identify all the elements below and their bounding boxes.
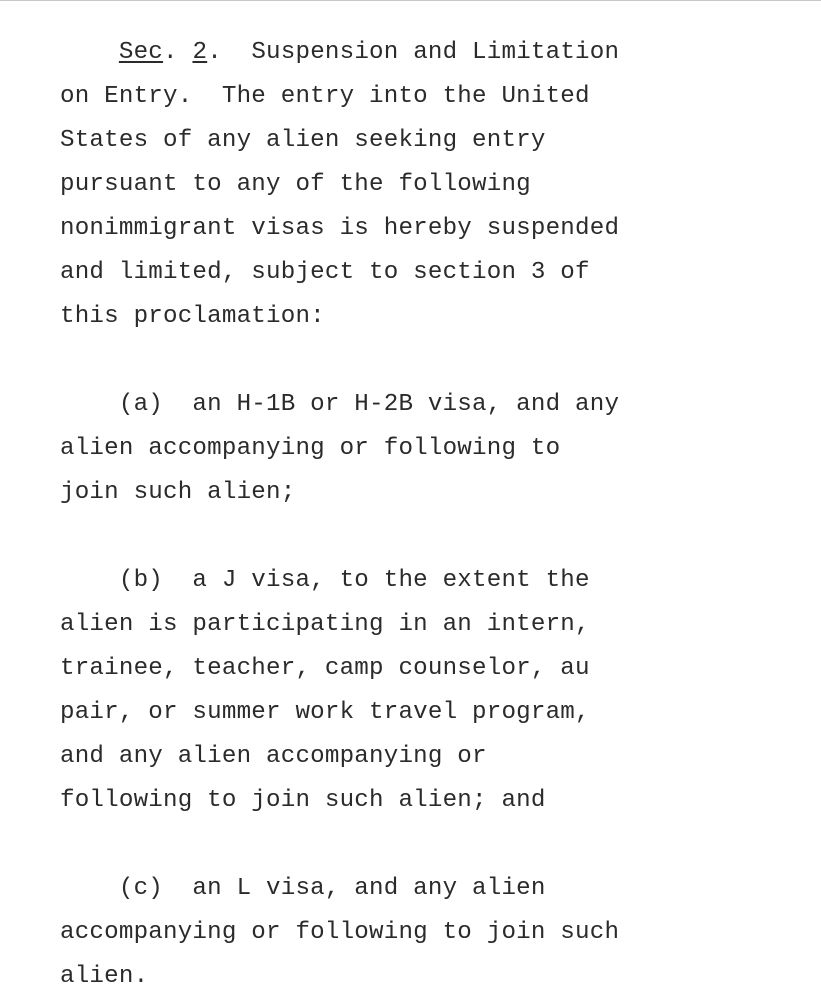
section-line: States of any alien seeking entry	[60, 127, 546, 154]
list-item-line: (a) an H-1B or H-2B visa, and any	[60, 391, 620, 418]
paragraph-gap	[60, 515, 800, 559]
list-item-line: (b) a J visa, to the extent the	[60, 567, 590, 594]
section-line: this proclamation:	[60, 303, 325, 330]
list-item-a	[60, 383, 800, 515]
section-heading-text: . Suspension and Limitation	[207, 39, 620, 66]
section-line: nonimmigrant visas is hereby suspended	[60, 215, 620, 242]
list-item-line: (c) an L visa, and any alien	[60, 875, 546, 902]
section-number: 2	[192, 39, 208, 66]
list-item-line: accompanying or following to join such	[60, 919, 620, 946]
paragraph-gap	[60, 823, 800, 867]
proclamation-text	[60, 31, 800, 999]
list-item-b	[60, 559, 800, 823]
paragraph-gap	[60, 339, 800, 383]
section-line: and limited, subject to section 3 of	[60, 259, 590, 286]
section-line: pursuant to any of the following	[60, 171, 531, 198]
list-item-line: alien is participating in an intern,	[60, 611, 590, 638]
list-item-line: join such alien;	[60, 479, 296, 506]
list-item-line: and any alien accompanying or	[60, 743, 487, 770]
list-item-line: trainee, teacher, camp counselor, au	[60, 655, 590, 682]
list-item-line: alien.	[60, 963, 149, 990]
list-item-c	[60, 867, 800, 999]
section-heading-line: Sec. 2. Suspension and Limitation	[118, 39, 620, 66]
list-item-line: following to join such alien; and	[60, 787, 546, 814]
section-line: on Entry. The entry into the United	[60, 83, 590, 110]
list-item-line: alien accompanying or following to	[60, 435, 561, 462]
list-item-line: pair, or summer work travel program,	[60, 699, 590, 726]
section-label: Sec	[118, 39, 164, 66]
